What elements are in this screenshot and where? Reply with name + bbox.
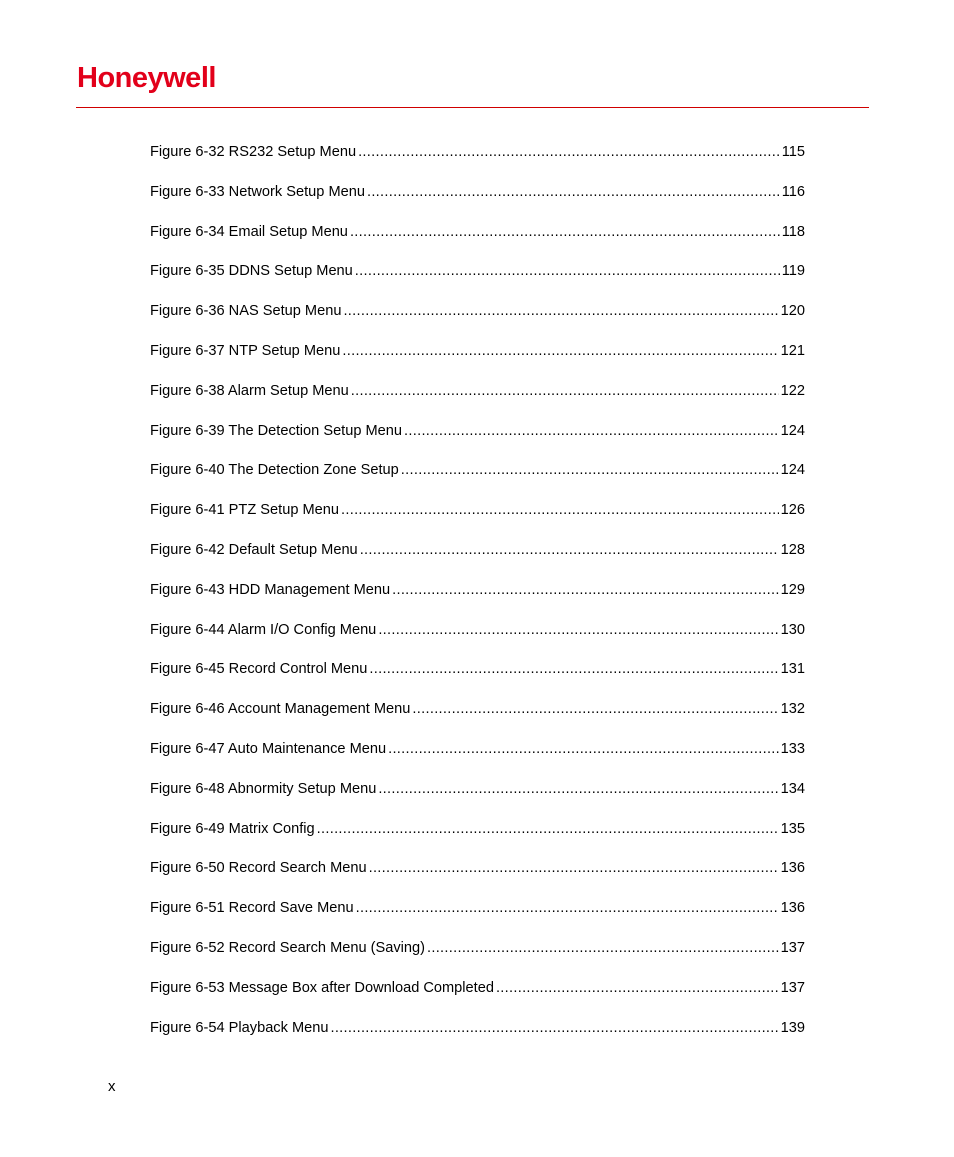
- toc-entry-title: Figure 6-44 Alarm I/O Config Menu: [150, 621, 377, 638]
- toc-entry-title: Figure 6-34 Email Setup Menu: [150, 223, 348, 240]
- list-of-figures: [150, 141, 805, 1056]
- toc-entry[interactable]: [150, 738, 805, 778]
- toc-entry-title: Figure 6-48 Abnormity Setup Menu: [150, 780, 377, 797]
- toc-entry-page: 124: [780, 462, 805, 479]
- toc-dot-leader: [317, 818, 779, 840]
- toc-entry-page: 136: [780, 860, 805, 877]
- toc-entry-page: 139: [780, 1019, 805, 1036]
- toc-dot-leader: [343, 300, 778, 322]
- toc-dot-leader: [367, 181, 780, 203]
- toc-dot-leader: [355, 260, 780, 282]
- toc-entry-title: Figure 6-46 Account Management Menu: [150, 701, 411, 718]
- toc-entry[interactable]: [150, 141, 805, 181]
- toc-dot-leader: [392, 579, 779, 601]
- toc-entry-title: Figure 6-50 Record Search Menu: [150, 860, 367, 877]
- toc-entry-page: 120: [780, 303, 805, 320]
- toc-dot-leader: [351, 380, 779, 402]
- toc-entry-title: Figure 6-37 NTP Setup Menu: [150, 342, 341, 359]
- toc-dot-leader: [496, 977, 779, 999]
- toc-entry[interactable]: [150, 181, 805, 221]
- toc-dot-leader: [378, 619, 778, 641]
- toc-entry[interactable]: [150, 539, 805, 579]
- toc-entry[interactable]: [150, 340, 805, 380]
- toc-entry-page: 116: [781, 183, 805, 200]
- toc-dot-leader: [378, 778, 778, 800]
- toc-entry[interactable]: [150, 897, 805, 937]
- toc-entry[interactable]: [150, 260, 805, 300]
- toc-entry[interactable]: [150, 221, 805, 261]
- toc-entry-title: Figure 6-35 DDNS Setup Menu: [150, 263, 353, 280]
- toc-entry[interactable]: [150, 857, 805, 897]
- toc-entry[interactable]: [150, 818, 805, 858]
- page-number: x: [108, 1078, 116, 1095]
- toc-entry-title: Figure 6-33 Network Setup Menu: [150, 183, 365, 200]
- header-rule: [76, 107, 869, 108]
- toc-dot-leader: [350, 221, 780, 243]
- toc-entry-page: 132: [780, 701, 805, 718]
- toc-entry-title: Figure 6-36 NAS Setup Menu: [150, 303, 342, 320]
- toc-entry-title: Figure 6-38 Alarm Setup Menu: [150, 382, 349, 399]
- toc-entry[interactable]: [150, 977, 805, 1017]
- toc-entry[interactable]: [150, 459, 805, 499]
- toc-dot-leader: [360, 539, 779, 561]
- toc-entry-title: Figure 6-42 Default Setup Menu: [150, 541, 358, 558]
- toc-entry-title: Figure 6-49 Matrix Config: [150, 820, 315, 837]
- toc-entry-page: 137: [780, 939, 805, 956]
- toc-entry-page: 118: [781, 223, 805, 240]
- toc-dot-leader: [330, 1017, 778, 1039]
- toc-dot-leader: [342, 340, 778, 362]
- toc-dot-leader: [341, 499, 779, 521]
- toc-entry-page: 137: [780, 979, 805, 996]
- toc-entry-title: Figure 6-40 The Detection Zone Setup: [150, 462, 399, 479]
- toc-dot-leader: [358, 141, 780, 163]
- toc-entry-page: 129: [780, 581, 805, 598]
- toc-dot-leader: [404, 420, 779, 442]
- toc-dot-leader: [401, 459, 779, 481]
- toc-entry-page: 130: [780, 621, 805, 638]
- toc-entry-page: 134: [780, 780, 805, 797]
- toc-entry-page: 115: [781, 144, 805, 160]
- toc-entry-title: Figure 6-41 PTZ Setup Menu: [150, 502, 339, 519]
- honeywell-logo: Honeywell: [77, 62, 216, 94]
- toc-entry[interactable]: [150, 778, 805, 818]
- toc-entry[interactable]: [150, 579, 805, 619]
- toc-entry-page: 135: [780, 820, 805, 837]
- toc-entry-title: Figure 6-43 HDD Management Menu: [150, 581, 391, 598]
- toc-entry-page: 133: [780, 740, 805, 757]
- toc-dot-leader: [356, 897, 779, 919]
- toc-entry-title: Figure 6-54 Playback Menu: [150, 1019, 329, 1036]
- toc-entry[interactable]: [150, 698, 805, 738]
- toc-entry[interactable]: [150, 937, 805, 977]
- toc-entry[interactable]: [150, 380, 805, 420]
- toc-entry[interactable]: [150, 300, 805, 340]
- toc-dot-leader: [427, 937, 779, 959]
- toc-entry-title: Figure 6-52 Record Search Menu (Saving): [150, 939, 425, 956]
- toc-entry-title: Figure 6-47 Auto Maintenance Menu: [150, 740, 387, 757]
- toc-entry-page: 128: [780, 541, 805, 558]
- toc-dot-leader: [412, 698, 778, 720]
- toc-dot-leader: [388, 738, 779, 760]
- toc-entry-page: 136: [780, 900, 805, 917]
- toc-entry-title: Figure 6-32 RS232 Setup Menu: [150, 144, 357, 160]
- toc-entry-title: Figure 6-45 Record Control Menu: [150, 661, 368, 678]
- toc-entry-title: Figure 6-51 Record Save Menu: [150, 900, 354, 917]
- toc-entry-page: 119: [781, 263, 805, 280]
- toc-dot-leader: [369, 658, 778, 680]
- toc-entry-page: 122: [780, 382, 805, 399]
- toc-entry[interactable]: [150, 619, 805, 659]
- toc-dot-leader: [369, 857, 779, 879]
- toc-entry-title: Figure 6-39 The Detection Setup Menu: [150, 422, 403, 439]
- toc-entry[interactable]: [150, 658, 805, 698]
- toc-entry[interactable]: [150, 1017, 805, 1057]
- toc-entry-page: 126: [780, 502, 805, 519]
- toc-entry-title: Figure 6-53 Message Box after Download Completed: [150, 979, 494, 996]
- toc-entry-page: 124: [780, 422, 805, 439]
- toc-entry-page: 131: [780, 661, 805, 678]
- toc-entry-page: 121: [780, 342, 805, 359]
- toc-entry[interactable]: [150, 420, 805, 460]
- toc-entry[interactable]: [150, 499, 805, 539]
